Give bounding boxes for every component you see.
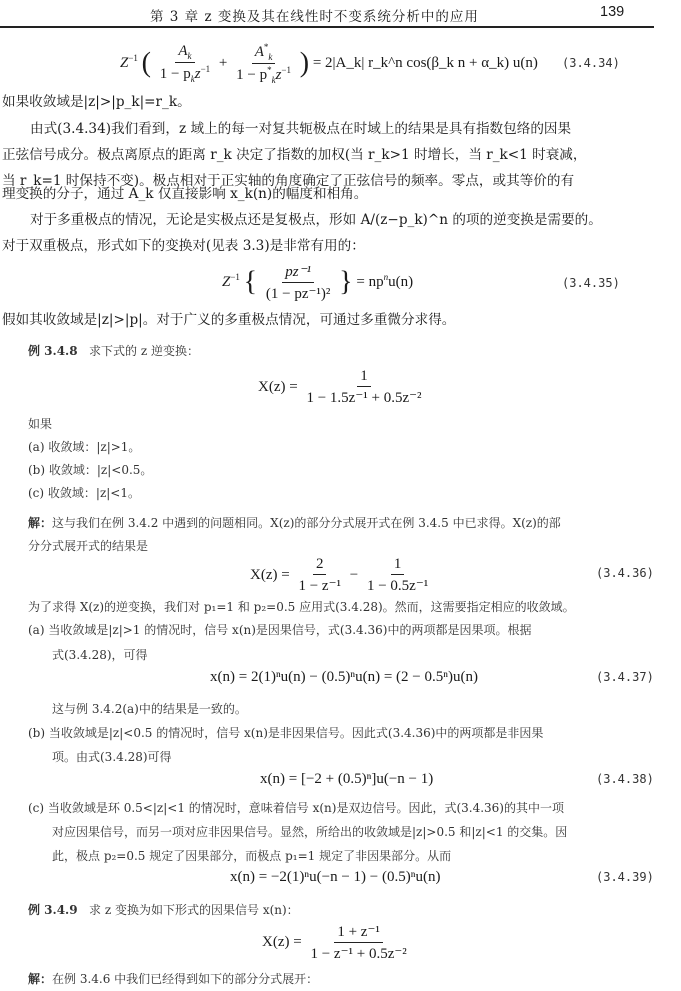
solution-line: 分分式展开式的结果是 (28, 539, 149, 553)
page-header (0, 2, 681, 24)
text-line: 由式(3.4.34)我们看到，z 域上的每一对复共轭极点在时域上的结果是具有指数包络的因果 (30, 121, 572, 137)
text-line: 如果收敛域是|z|>|p_k|=r_k。 (2, 94, 191, 110)
example-label: 例 3.4.9 (28, 903, 78, 917)
example-heading (28, 901, 299, 918)
fraction (364, 556, 431, 595)
case-a-line: 式(3.4.28)，可得 (52, 648, 148, 662)
text-line: 正弦信号成分。极点离原点的距离 r_k 决定了指数的加权(当 r_k>1 时增长，当 r_k<1 时衰减， (2, 147, 587, 163)
eq-rhs: = 2|A_k| r_k^n cos(β_k n + α_k) u(n) (312, 54, 538, 71)
fraction (263, 262, 334, 303)
numerator: A (178, 43, 188, 59)
eq-rhs-tail: u(n) (388, 273, 414, 290)
numerator: pz⁻¹ (285, 264, 312, 280)
page-number: 139 (600, 4, 625, 20)
equation-3-4-35: $Z^{-1}$ { $\frac{\text{pz⁻¹}}{\text{(1 − pz⁻¹)²}}$ } = $np^nu(n)$ (222, 264, 414, 302)
numerator: 1 + z⁻¹ (334, 922, 383, 943)
equation-3-4-39: x(n) = −2(1)ⁿu(−n − 1) − (0.5)ⁿu(n) (230, 869, 441, 885)
eq-rhs: = np (356, 273, 384, 290)
text-line: 理变换的分子，通过 A_k 仅直接影响 x_k(n)的幅度和相角。 (2, 186, 368, 202)
denominator: 1 − p (159, 66, 191, 82)
equation-number: (3.4.36) (596, 566, 654, 580)
example-prompt: 求 z 变换为如下形式的因果信号 x(n)： (89, 903, 299, 917)
solution-text: 在例 3.4.6 中我们已经得到如下的部分分式展开： (52, 972, 319, 986)
equation-number: (3.4.37) (596, 670, 654, 684)
solution-text: 这与我们在例 3.4.2 中遇到的问题相同。X(z)的部分分式展开式在例 3.4.5 中已求得。X(z)的部 (52, 516, 561, 530)
fraction (295, 556, 344, 595)
equation-number: (3.4.39) (596, 870, 654, 884)
equation-3-4-36 (250, 556, 433, 595)
example-label: 例 3.4.8 (28, 344, 78, 358)
denominator: 1 − 0.5z⁻¹ (366, 578, 429, 594)
example-heading (28, 342, 199, 359)
condition-c: (c) 收敛域：|z|<1。 (28, 486, 140, 500)
solution-label: 解： (28, 972, 53, 986)
numerator: 2 (313, 556, 327, 575)
text-line: 对于双重极点，形式如下的变换对(见表 3.3)是非常有用的： (2, 238, 365, 254)
header-rule (0, 26, 654, 28)
case-b-line: 项。由式(3.4.28)可得 (52, 750, 172, 764)
denominator: 1 − z⁻¹ (298, 578, 341, 594)
denominator: 1 − p (236, 67, 268, 83)
equation-number: (3.4.34) (562, 56, 620, 70)
condition-a: (a) 收敛域：|z|>1。 (28, 440, 141, 454)
numerator: A (254, 44, 264, 60)
minus-sign: − (349, 566, 359, 583)
case-c-line: 此，极点 p₂=0.5 规定了因果部分，而极点 p₁=1 规定了非因果部分。从而 (52, 849, 452, 863)
case-c-line: 对应因果信号，而另一项对应非因果信号。显然，所给出的收敛域是|z|>0.5 和|z|<1 的交集。因 (52, 825, 568, 839)
chapter-title: 第 3 章 z 变换及其在线性时不变系统分析中的应用 (150, 9, 479, 25)
text-line: 当 r_k=1 时保持不变)。极点相对于正实轴的角度确定了正弦信号的频率。零点，或其等价的有 (2, 173, 575, 189)
denominator: 1 − z⁻¹ + 0.5z⁻² (310, 946, 407, 962)
solution-label: 解： (28, 516, 53, 530)
equation-number: (3.4.38) (596, 772, 654, 786)
solution-line (28, 514, 561, 531)
fraction: $\frac{A_k}{1 - p_kz^{-1}}$ (159, 43, 211, 84)
if-label: 如果 (28, 417, 53, 431)
numerator: 1 (391, 556, 405, 575)
text-line: 假如其收敛域是|z|>|p|。对于广义的多重极点情况，可通过多重微分求得。 (2, 312, 456, 328)
text-line: 为了求得 X(z)的逆变换，我们对 p₁=1 和 p₂=0.5 应用式(3.4.28)。然而，这需要指定相应的收敛域。 (28, 600, 575, 614)
numerator: 1 (357, 368, 371, 387)
example-prompt: 求下式的 z 逆变换： (89, 344, 199, 358)
solution-line (28, 970, 318, 987)
fraction (303, 368, 424, 407)
case-a-note: 这与例 3.4.2(a)中的结果是一致的。 (52, 702, 247, 716)
text-line: 对于多重极点的情况，无论是实极点还是复极点，形如 A/(z−p_k)^n 的项的逆变换是需要的。 (30, 212, 602, 228)
fraction (307, 922, 409, 963)
condition-b: (b) 收敛域：|z|<0.5。 (28, 463, 153, 477)
equation-number: (3.4.35) (562, 276, 620, 290)
denominator: (1 − pz⁻¹)² (265, 286, 331, 302)
equation-3-4-38: x(n) = [−2 + (0.5)ⁿ]u(−n − 1) (260, 771, 434, 787)
fraction: $\frac{A^*_k}{1 - p^*_kz^{-1}}$ (236, 42, 291, 85)
equation-example-349 (262, 922, 412, 963)
equation-example-348 (258, 368, 427, 407)
eq-operator: Z (120, 54, 129, 71)
eq-lhs: X(z) = (250, 566, 290, 583)
case-c-line: (c) 当收敛域是环 0.5<|z|<1 的情况时，意味着信号 x(n)是双边信号。因此，式(3.4.36)的其中一项 (28, 801, 564, 815)
eq-lhs: X(z) = (262, 933, 302, 950)
equation-3-4-37: x(n) = 2(1)ⁿu(n) − (0.5)ⁿu(n) = (2 − 0.5ⁿ)u(n) (210, 669, 478, 685)
equation-3-4-34: $Z^{-1}$ ( $\frac{A_k}{1 - p_kz^{-1}}$ + $\frac{A^*_k}{1 - p^*_kz^{-1}}$ ) = 2|A_k| r_k^n cos(β_k n + α_k) u(n) (120, 42, 538, 85)
denominator: 1 − 1.5z⁻¹ + 0.5z⁻² (306, 390, 422, 406)
case-b-line: (b) 当收敛域是|z|<0.5 的情况时，信号 x(n)是非因果信号。因此式(3.4.36)中的两项都是非因果 (28, 726, 544, 740)
case-a-line: (a) 当收敛域是|z|>1 的情况时，信号 x(n)是因果信号，式(3.4.36)中的两项都是因果项。根据 (28, 623, 532, 637)
eq-lhs: X(z) = (258, 378, 298, 395)
